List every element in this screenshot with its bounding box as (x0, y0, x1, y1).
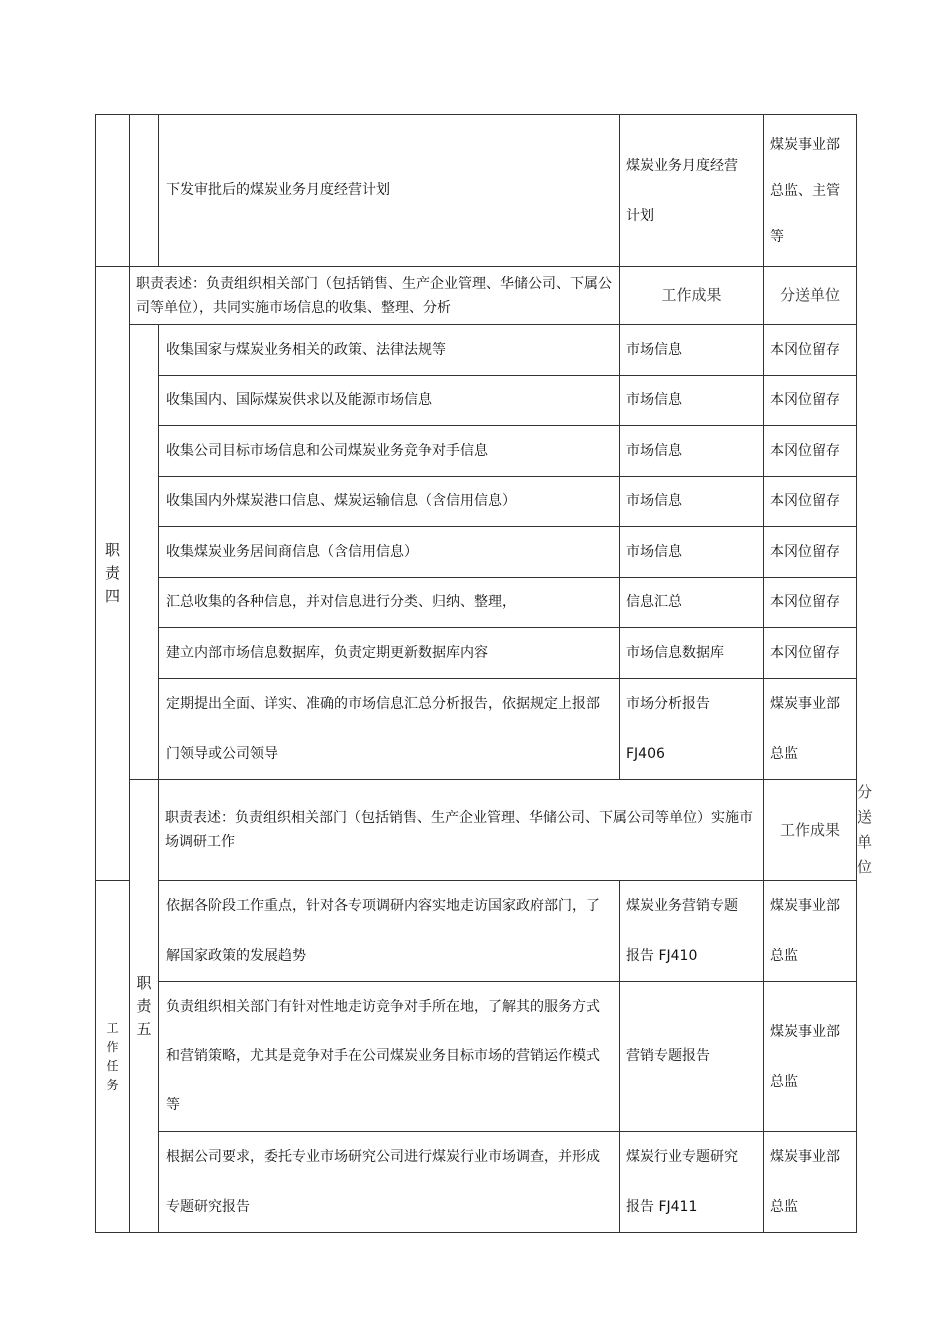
output-line: 煤炭业务月度经营 (626, 157, 738, 174)
output-line: 煤炭业务营销专题 (626, 898, 738, 914)
table-row (96, 982, 857, 1132)
table-row (96, 477, 857, 527)
dest-cell (764, 115, 857, 267)
header-output: 工作成果 (764, 780, 857, 881)
duty5-label (130, 780, 159, 1233)
dest-line: 煤炭事业部 (770, 136, 840, 153)
task-cell (159, 881, 620, 982)
task-cell: 收集煤炭业务居间商信息（含信用信息） (159, 527, 620, 578)
task-cell: 建立内部市场信息数据库，负责定期更新数据库内容 (159, 628, 620, 679)
dest-cell: 本冈位留存 (764, 628, 857, 679)
table-row (96, 527, 857, 578)
dest-cell: 本冈位留存 (764, 527, 857, 578)
dest-cell (764, 982, 857, 1132)
label-char: 责 (136, 996, 152, 1015)
task-cell (159, 1132, 620, 1233)
task-cell: 收集国内、国际煤炭供求以及能源市场信息 (159, 376, 620, 426)
output-cell: 市场信息 (620, 376, 764, 426)
empty-sub-label-cell (130, 115, 159, 267)
dest-cell: 本冈位留存 (764, 578, 857, 628)
task-cell: 收集国家与煤炭业务相关的政策、法律法规等 (159, 325, 620, 376)
output-line: 报告 FJ410 (626, 948, 698, 964)
dest-cell: 本冈位留存 (764, 376, 857, 426)
output-cell: 市场信息 (620, 325, 764, 376)
output-cell: 市场信息 (620, 426, 764, 477)
dest-line: 总监 (770, 948, 798, 964)
label-char: 职 (104, 541, 120, 559)
output-cell (620, 982, 764, 1132)
label-char: 四 (104, 587, 120, 605)
sub-label-char: 工 (106, 1020, 119, 1035)
output-cell (620, 679, 764, 780)
duty5-sub-label (96, 881, 130, 1233)
output-cell (620, 881, 764, 982)
task-cell (159, 982, 620, 1132)
table-row (96, 1132, 857, 1233)
duty5-header-row: 职 责 五 职责表述：负责组织相关部门（包括销售、生产企业管理、华储公司、下属公司等单位）实施市场调研工作 工作成果 分送单位 (96, 780, 857, 881)
output-cell: 市场信息 (620, 477, 764, 527)
dest-line: 等 (770, 228, 784, 245)
task-text: 定期提出全面、详实、准确的市场信息汇总分析报告，依据规定上报部门领导或公司领导 (166, 696, 600, 762)
dest-line: 总监 (770, 746, 798, 762)
task-text: 依据各阶段工作重点，针对各专项调研内容实地走访国家政府部门，了解国家政策的发展趋势 (166, 898, 600, 964)
empty-label-cell (96, 115, 130, 267)
duty4-header-row (96, 267, 857, 325)
table-row (96, 881, 857, 982)
table-row (96, 679, 857, 780)
header-output: 工作成果 (620, 267, 764, 325)
output-line: 煤炭行业专题研究 (626, 1149, 738, 1165)
dest-line: 煤炭事业部 (770, 696, 840, 712)
table-row (96, 376, 857, 426)
dest-cell: 本冈位留存 (764, 477, 857, 527)
task-cell (159, 115, 620, 267)
output-cell: 信息汇总 (620, 578, 764, 628)
dest-cell: 本冈位留存 (764, 325, 857, 376)
table-row (96, 426, 857, 477)
label-char: 责 (104, 564, 120, 582)
sub-label-char: 务 (106, 1077, 119, 1092)
dest-line: 总监 (770, 1073, 798, 1090)
output-cell (620, 115, 764, 267)
table-row (96, 115, 857, 267)
header-dest: 分送单位 (764, 267, 857, 325)
table-row (96, 628, 857, 679)
task-text: 下发审批后的煤炭业务月度经营计划 (166, 182, 390, 198)
dest-line: 总监、主管 (770, 182, 840, 199)
dest-cell (764, 1132, 857, 1233)
dest-line: 煤炭事业部 (770, 1023, 840, 1040)
dest-cell (764, 881, 857, 982)
output-line: 计划 (626, 207, 654, 224)
sub-label-char: 任 (106, 1058, 119, 1073)
duty5-description: 职责表述：负责组织相关部门（包括销售、生产企业管理、华储公司、下属公司等单位）实施市场调研工作 (159, 780, 764, 881)
task-cell (159, 679, 620, 780)
dest-cell: 本冈位留存 (764, 426, 857, 477)
task-text: 负责组织相关部门有针对性地走访竞争对手所在地，了解其的服务方式和营销策略，尤其是竞争对手在公司煤炭业务目标市场的营销运作模式等 (166, 999, 600, 1113)
dest-line: 总监 (770, 1199, 798, 1215)
output-line: 报告 FJ411 (626, 1199, 698, 1215)
task-text: 根据公司要求，委托专业市场研究公司进行煤炭行业市场调查，并形成专题研究报告 (166, 1149, 600, 1215)
dest-cell (764, 679, 857, 780)
duty4-description: 职责表述：负责组织相关部门（包括销售、生产企业管理、华储公司、下属公司等单位），共同实施市场信息的收集、整理、分析 (130, 267, 620, 325)
output-cell: 市场信息数据库 (620, 628, 764, 679)
output-line: FJ406 (626, 746, 665, 762)
duty4-label (96, 267, 130, 881)
duty-table (95, 114, 873, 1233)
label-char: 职 (136, 973, 152, 992)
empty-sub-label-cell (130, 325, 159, 780)
task-cell: 收集公司目标市场信息和公司煤炭业务竞争对手信息 (159, 426, 620, 477)
task-cell: 汇总收集的各种信息，并对信息进行分类、归纳、整理， (159, 578, 620, 628)
output-cell: 市场信息 (620, 527, 764, 578)
output-line: 市场分析报告 (626, 696, 710, 712)
label-char: 五 (136, 1019, 152, 1038)
output-line: 营销专题报告 (626, 1048, 710, 1064)
table-row (96, 578, 857, 628)
task-cell: 收集国内外煤炭港口信息、煤炭运输信息（含信用信息） (159, 477, 620, 527)
sub-label-char: 作 (106, 1039, 119, 1054)
dest-line: 煤炭事业部 (770, 898, 840, 914)
dest-line: 煤炭事业部 (770, 1149, 840, 1165)
output-cell (620, 1132, 764, 1233)
table-row (96, 325, 857, 376)
